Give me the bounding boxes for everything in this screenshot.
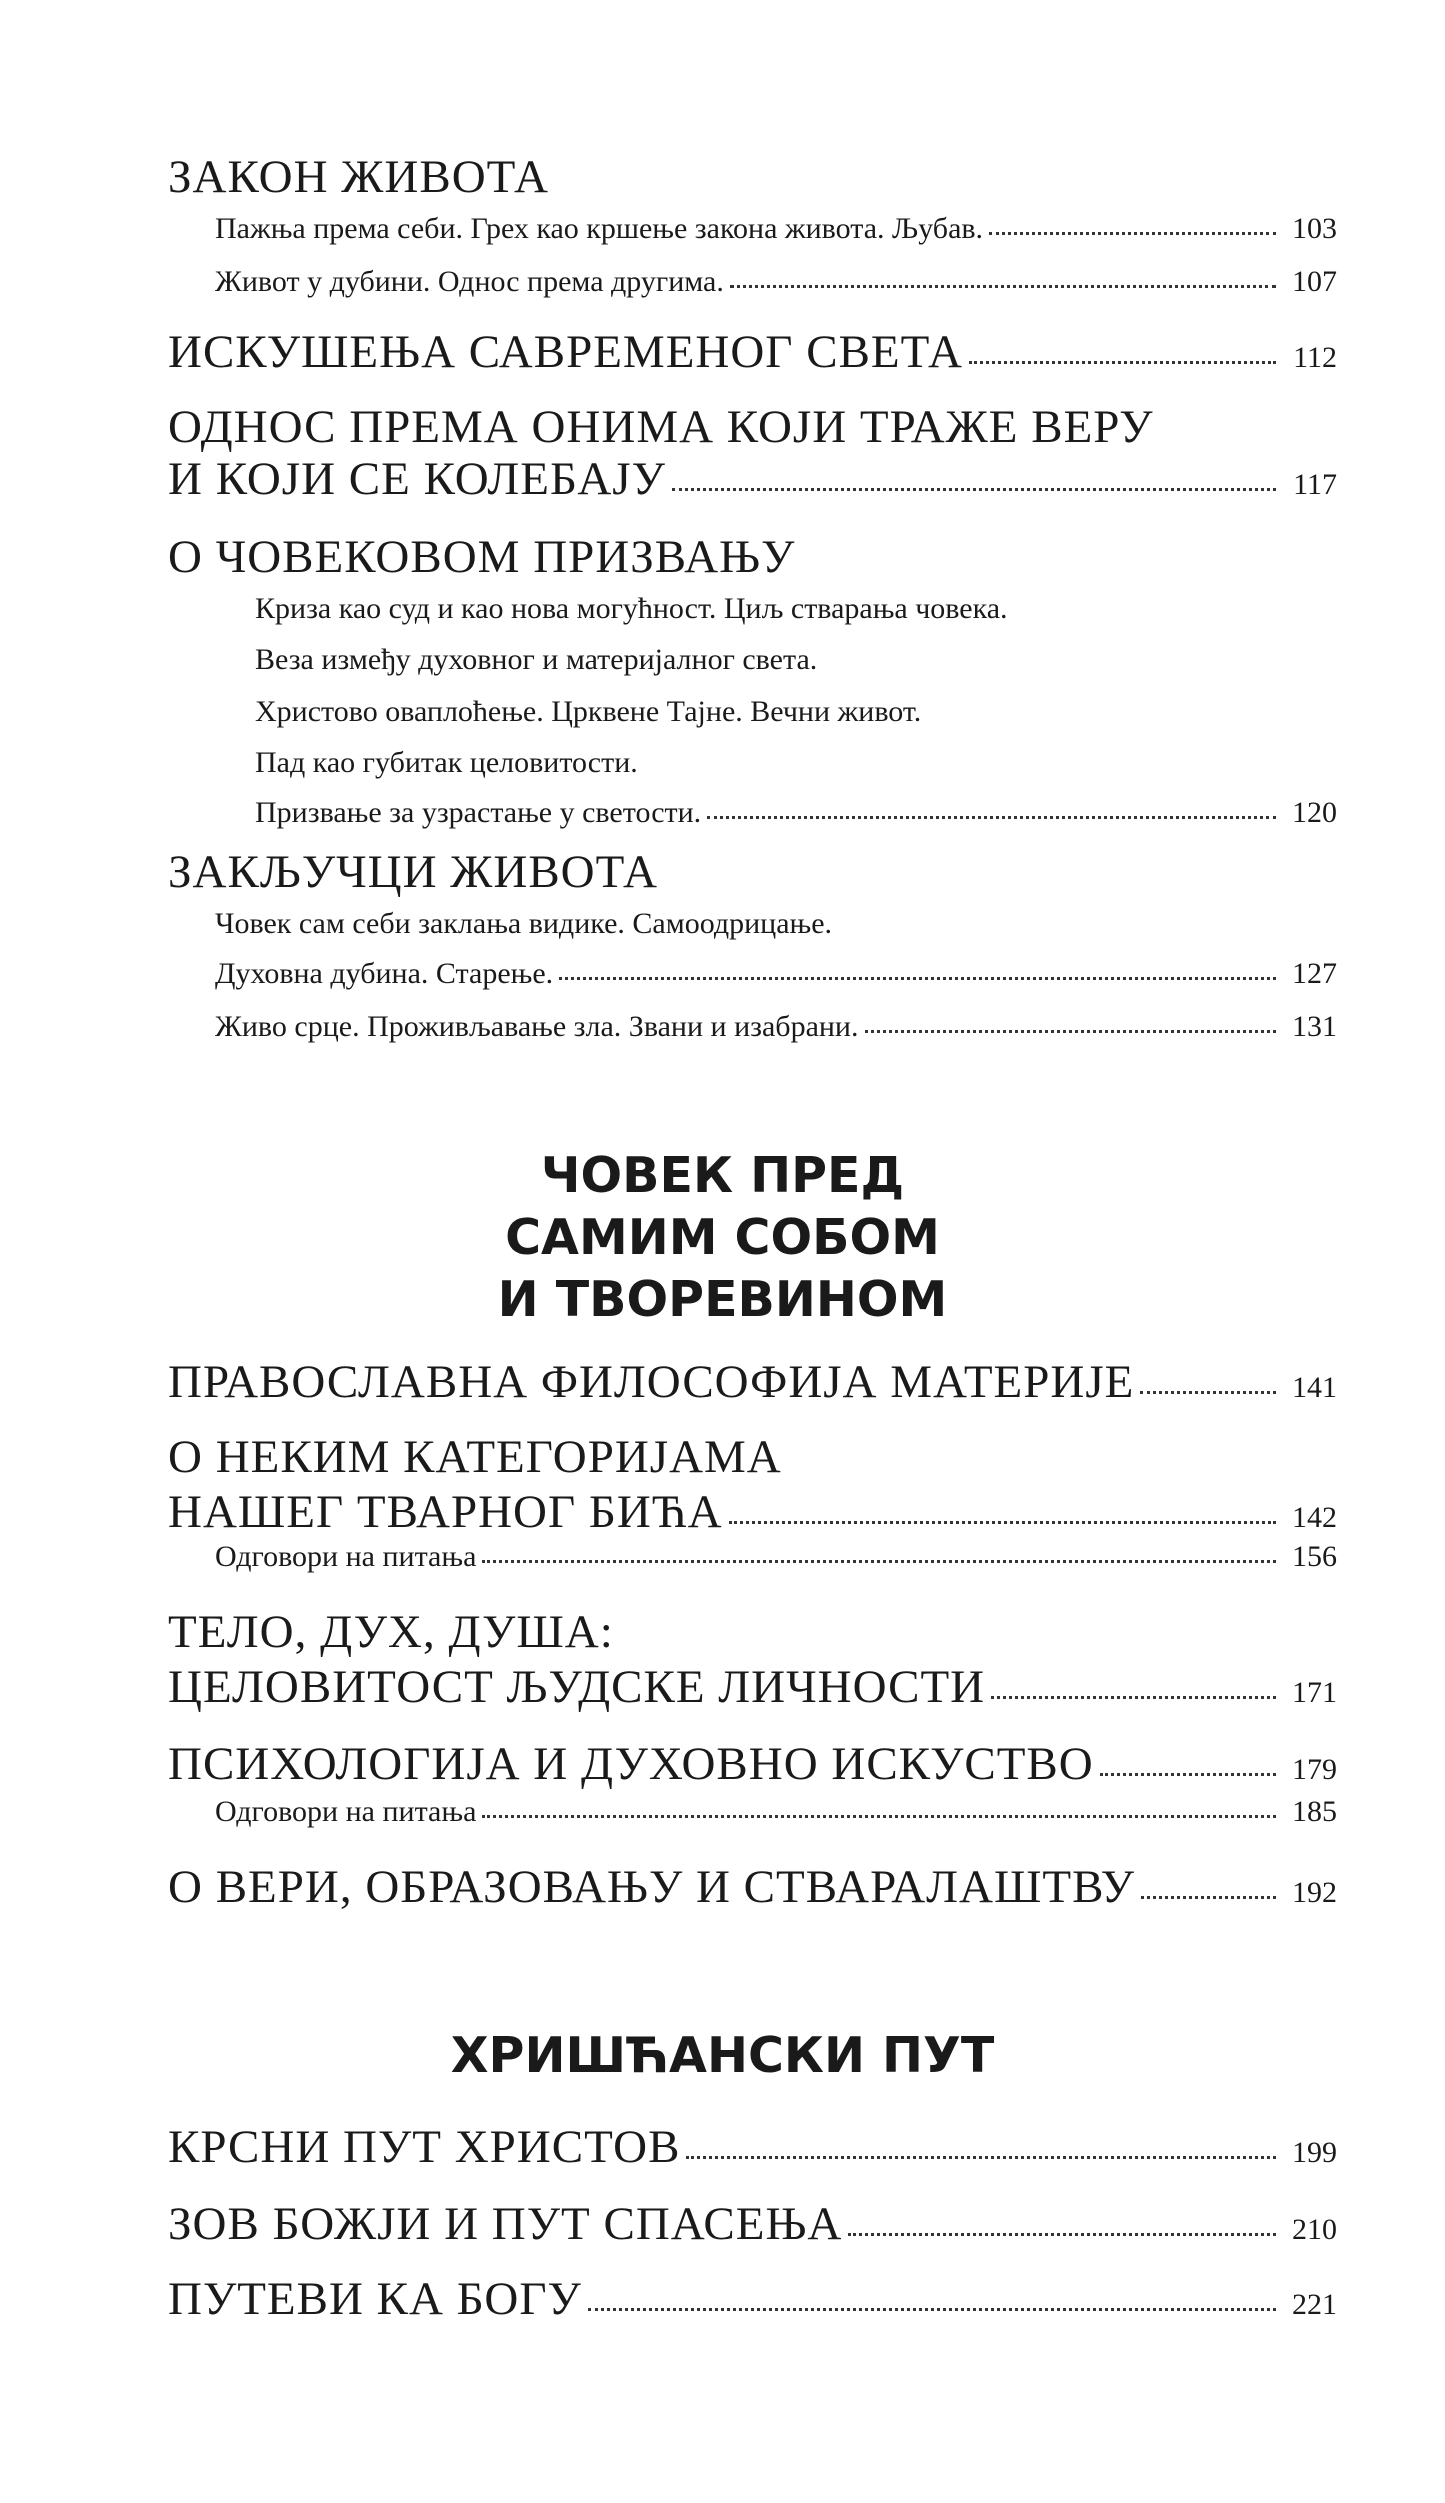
toc-entry[interactable] <box>0 325 1445 379</box>
toc-page-number: 199 <box>1292 2136 1337 2169</box>
toc-entry[interactable] <box>0 1485 1445 1539</box>
toc-title: ПУТЕВИ КА БОГУ <box>168 2273 582 2325</box>
toc-title: Христово оваплоћење. Црквене Тајне. Вечни живот. <box>255 695 922 728</box>
part-heading-line: ХРИШЋАНСКИ ПУТ <box>450 2027 995 2084</box>
toc-page-number: 112 <box>1293 341 1337 374</box>
leader-dots <box>729 1521 1276 1524</box>
toc-entry[interactable] <box>0 957 1445 991</box>
leader-dots <box>482 1815 1276 1818</box>
toc-title: Криза као суд и као нова могућност. Циљ стварања човека. <box>255 592 1008 625</box>
toc-title: Пад као губитак целовитости. <box>255 746 638 779</box>
toc-title: ТЕЛО, ДУХ, ДУША: <box>168 1606 614 1658</box>
toc-title: КРСНИ ПУТ ХРИСТОВ <box>168 2121 681 2173</box>
toc-entry[interactable] <box>0 643 1445 677</box>
part-heading-line: И ТВОРЕВИНОМ <box>497 1271 948 1328</box>
leader-dots <box>588 2308 1276 2311</box>
toc-entry[interactable] <box>0 907 1445 941</box>
leader-dots <box>865 1030 1277 1033</box>
toc-page-number: 210 <box>1292 2213 1337 2246</box>
toc-title: ЦЕЛОВИТОСТ ЉУДСКЕ ЛИЧНОСТИ <box>168 1661 986 1713</box>
toc-title: Веза између духовног и материјалног света. <box>255 643 818 676</box>
leader-dots <box>989 232 1276 235</box>
leader-dots <box>848 2233 1276 2236</box>
toc-entry[interactable] <box>0 746 1445 780</box>
toc-page-number: 117 <box>1293 468 1337 501</box>
toc-page-number: 107 <box>1292 265 1337 298</box>
part-heading-line: ЧОВЕК ПРЕД <box>540 1147 905 1204</box>
toc-title: ПРАВОСЛАВНА ФИЛОСОФИЈА МАТЕРИЈЕ <box>168 1356 1135 1408</box>
toc-entry[interactable] <box>0 2120 1445 2174</box>
part-heading-line: САМИМ СОБОМ <box>505 1209 940 1266</box>
toc-title: О ЧОВЕКОВОМ ПРИЗВАЊУ <box>168 531 796 583</box>
toc-entry[interactable] <box>0 1795 1445 1829</box>
toc-title: Живот у дубини. Однос према другима. <box>215 265 724 298</box>
toc-title: ЗОВ БОЖЈИ И ПУТ СПАСЕЊА <box>168 2198 843 2250</box>
toc-entry[interactable] <box>0 1605 1445 1659</box>
toc-entry[interactable] <box>0 400 1445 454</box>
toc-entry[interactable] <box>0 1010 1445 1044</box>
toc-entry[interactable] <box>0 1355 1445 1409</box>
toc-title: ЗАКЉУЧЦИ ЖИВОТА <box>168 846 658 898</box>
part-heading <box>0 2025 1445 2087</box>
leader-dots <box>969 361 1276 364</box>
toc-entry[interactable] <box>0 1737 1445 1791</box>
toc-entry[interactable] <box>0 796 1445 830</box>
leader-dots <box>672 488 1276 491</box>
toc-title: ИСКУШЕЊА САВРЕМЕНОГ СВЕТА <box>168 326 963 378</box>
toc-entry[interactable] <box>0 452 1445 506</box>
leader-dots <box>991 1696 1276 1699</box>
toc-entry[interactable] <box>0 695 1445 729</box>
toc-entry[interactable] <box>0 2272 1445 2326</box>
leader-dots <box>686 2156 1276 2159</box>
toc-title: ЗАКОН ЖИВОТА <box>168 151 549 203</box>
toc-title: Духовна дубина. Старење. <box>215 957 554 990</box>
toc-page-number: 142 <box>1292 1501 1337 1534</box>
toc-title: ОДНОС ПРЕМА ОНИМА КОЈИ ТРАЖЕ ВЕРУ <box>168 401 1154 453</box>
leader-dots <box>1140 1391 1276 1394</box>
leader-dots <box>1100 1773 1276 1776</box>
toc-entry[interactable] <box>0 1660 1445 1714</box>
toc-title: О НЕКИМ КАТЕГОРИЈАМА <box>168 1431 782 1483</box>
toc-title: Призвање за узрастање у светости. <box>255 796 702 829</box>
toc-page-number: 185 <box>1292 1795 1337 1828</box>
toc-page-number: 131 <box>1292 1010 1337 1043</box>
toc-page-number: 221 <box>1292 2288 1337 2321</box>
leader-dots <box>559 977 1276 980</box>
toc-page-number: 192 <box>1292 1876 1337 1909</box>
leader-dots <box>730 285 1276 288</box>
toc-title: ПСИХОЛОГИЈА И ДУХОВНО ИСКУСТВО <box>168 1738 1094 1790</box>
toc-entry[interactable] <box>0 2197 1445 2251</box>
toc-page-number: 120 <box>1292 796 1337 829</box>
toc-page-number: 103 <box>1292 212 1337 245</box>
toc-title: О ВЕРИ, ОБРАЗОВАЊУ И СТВАРАЛАШТВУ <box>168 1861 1135 1913</box>
toc-entry[interactable] <box>0 212 1445 246</box>
toc-title: И КОЈИ СЕ КОЛЕБАЈУ <box>168 453 666 505</box>
toc-title: Пажња према себи. Грех као кршење закона живота. Љубав. <box>215 212 984 245</box>
toc-entry[interactable] <box>0 1430 1445 1484</box>
leader-dots <box>707 816 1276 819</box>
toc-page-number: 141 <box>1292 1371 1337 1404</box>
toc-title: НАШЕГ ТВАРНОГ БИЋА <box>168 1486 723 1538</box>
toc-page-number: 171 <box>1292 1676 1337 1709</box>
toc-title: Живо срце. Проживљавање зла. Звани и изабрани. <box>215 1010 859 1043</box>
toc-entry[interactable] <box>0 845 1445 899</box>
toc-page-number: 156 <box>1292 1540 1337 1573</box>
toc-entry[interactable] <box>0 530 1445 584</box>
toc-entry[interactable] <box>0 1540 1445 1574</box>
toc-title: Човек сам себи заклања видике. Самоодрицање. <box>215 907 833 940</box>
leader-dots <box>482 1560 1276 1563</box>
toc-page-number: 179 <box>1292 1753 1337 1786</box>
toc-entry[interactable] <box>0 265 1445 299</box>
toc-entry[interactable] <box>0 150 1445 204</box>
toc-title: Одговори на питања <box>215 1795 477 1828</box>
toc-title: Одговори на питања <box>215 1540 477 1573</box>
toc-entry[interactable] <box>0 592 1445 626</box>
toc-entry[interactable] <box>0 1860 1445 1914</box>
part-heading <box>0 1145 1445 1331</box>
toc-page-number: 127 <box>1292 957 1337 990</box>
leader-dots <box>1141 1896 1276 1899</box>
